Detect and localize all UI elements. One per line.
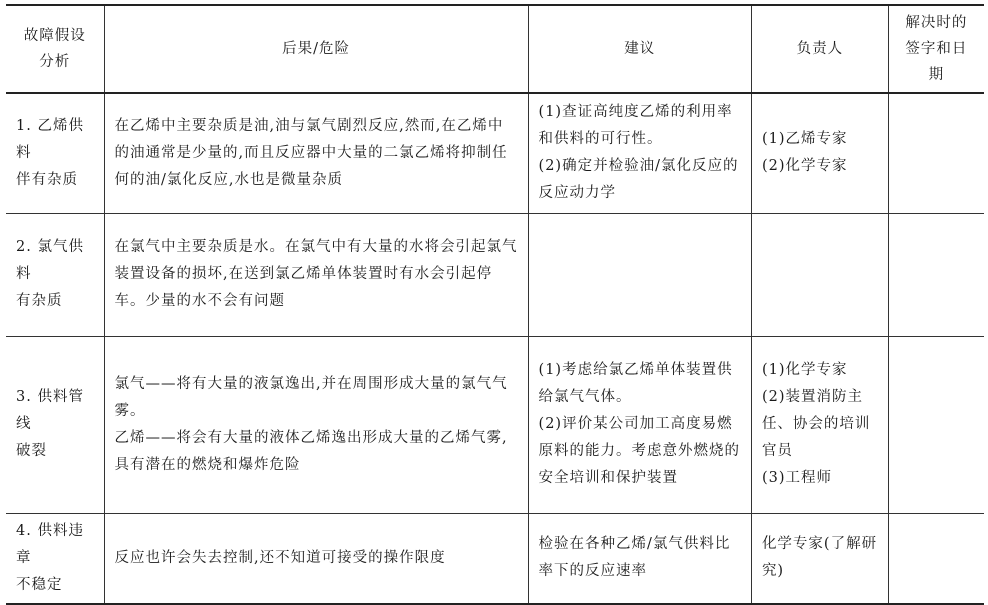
cell-recommendation: (1)查证高纯度乙烯的利用率和供料的可行性。 (2)确定并检验油/氯化反应的反应动力学 — [528, 93, 751, 213]
cell-recommendation — [528, 213, 751, 336]
header-row — [6, 5, 984, 93]
cell-analysis: 2. 氯气供料 有杂质 — [6, 213, 104, 336]
header-signoff: 解决时的 签字和日期 — [888, 5, 984, 93]
table-row — [6, 93, 984, 213]
cell-recommendation: (1)考虑给氯乙烯单体装置供给氯气气体。 (2)评价某公司加工高度易燃原料的能力。考虑意外燃烧的安全培训和保护装置 — [528, 336, 751, 513]
header-analysis: 故障假设 分析 — [6, 5, 104, 93]
table-row — [6, 513, 984, 604]
cell-responsible: 化学专家(了解研究) — [751, 513, 888, 604]
cell-signoff — [888, 513, 984, 604]
cell-signoff — [888, 213, 984, 336]
header-responsible: 负责人 — [751, 5, 888, 93]
cell-recommendation: 检验在各种乙烯/氯气供料比率下的反应速率 — [528, 513, 751, 604]
cell-consequence: 反应也许会失去控制,还不知道可接受的操作限度 — [104, 513, 528, 604]
cell-analysis: 3. 供料管线 破裂 — [6, 336, 104, 513]
header-consequence: 后果/危险 — [104, 5, 528, 93]
cell-consequence: 在乙烯中主要杂质是油,油与氯气剧烈反应,然而,在乙烯中的油通常是少量的,而且反应器中大量的二氯乙烯将抑制任何的油/氯化反应,水也是微量杂质 — [104, 93, 528, 213]
cell-consequence: 在氯气中主要杂质是水。在氯气中有大量的水将会引起氯气装置设备的损坏,在送到氯乙烯单体装置时有水会引起停车。少量的水不会有问题 — [104, 213, 528, 336]
table-row — [6, 213, 984, 336]
cell-responsible: (1)化学专家 (2)装置消防主任、协会的培训官员 (3)工程师 — [751, 336, 888, 513]
cell-signoff — [888, 93, 984, 213]
table-row — [6, 336, 984, 513]
cell-consequence: 氯气——将有大量的液氯逸出,并在周围形成大量的氯气气雾。 乙烯——将会有大量的液体乙烯逸出形成大量的乙烯气雾,具有潜在的燃烧和爆炸危险 — [104, 336, 528, 513]
cell-analysis: 1. 乙烯供料 伴有杂质 — [6, 93, 104, 213]
cell-responsible: (1)乙烯专家 (2)化学专家 — [751, 93, 888, 213]
cell-responsible — [751, 213, 888, 336]
cell-analysis: 4. 供料违章 不稳定 — [6, 513, 104, 604]
header-recommendation: 建议 — [528, 5, 751, 93]
fault-analysis-table — [6, 4, 984, 605]
cell-signoff — [888, 336, 984, 513]
